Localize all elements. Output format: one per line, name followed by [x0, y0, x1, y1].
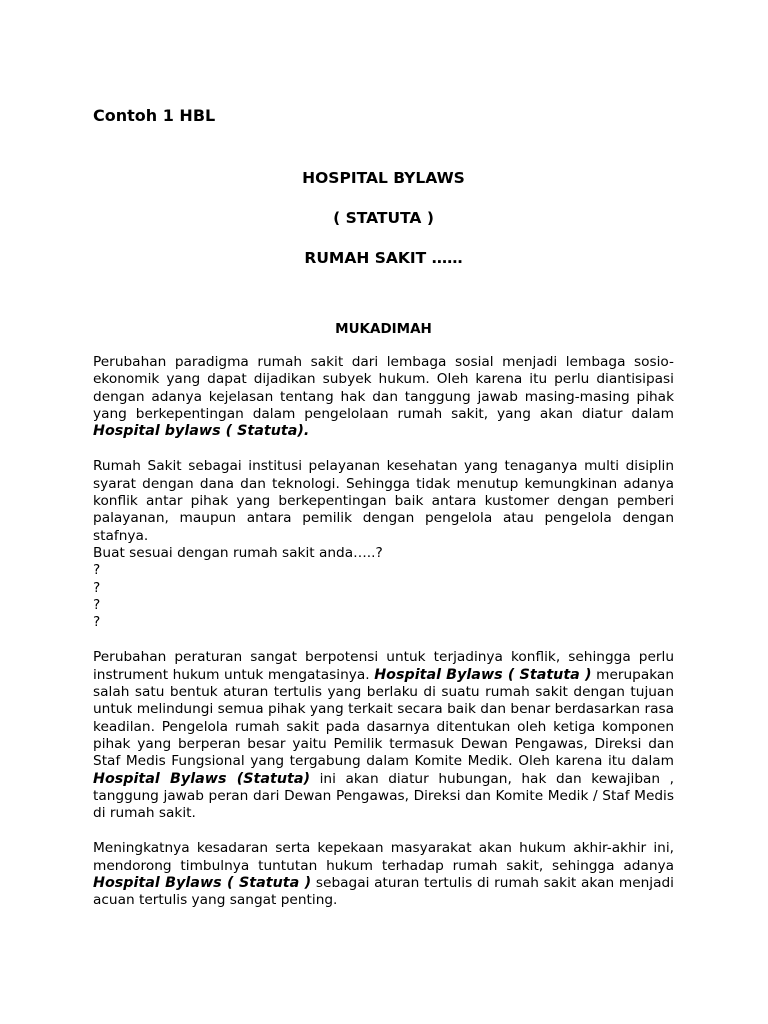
paragraph-4-text-b: merupakan salah satu bentuk aturan tertulis yang berlaku di suatu rumah sakit dengan tujuan untuk melindungi semua pihak yang terkait secara baik dan benar berdasarkan rasa keadilan. Pengelola rumah sakit pada dasarnya ditentukan oleh ketiga komponen pihak yang berperan besar yaitu Pemilik termasuk Dewan Pengawas, Direksi dan Staf Medis Fungsional yang tergabung dalam Komite Medik. Oleh karena itu dalam [93, 666, 674, 770]
paragraph-1 [93, 354, 674, 440]
section-title: MUKADIMAH [335, 321, 432, 337]
example-label: Contoh 1 HBL [93, 106, 216, 125]
paragraph-4 [93, 649, 674, 822]
paragraph-2: Rumah Sakit sebagai institusi pelayanan kesehatan yang tenaganya multi disiplin syarat dengan dana dan teknologi. Sehingga tidak menutup kemungkinan adanya konflik antar pihak yang berkepentingan baik antara kustomer dengan pemberi palayanan, maupun antara pemilik dengan pengelola atau pengelola dengan stafnya. [93, 458, 674, 544]
paragraph-1-text: Perubahan paradigma rumah sakit dari lembaga sosial menjadi lembaga sosio-ekonomik yang dapat dijadikan subyek hukum. Oleh karena itu perlu diantisipasi dengan adanya kejelasan tentang hak dan tanggung jawab masing-masing pihak yang berkepentingan dalam pengelolaan rumah sakit, yang akan diatur dalam [93, 354, 674, 422]
paragraph-4-text-a: Perubahan peraturan sangat berpotensi untuk terjadinya konflik, sehingga perlu instrument hukum untuk mengatasinya. [93, 649, 674, 683]
paragraph-4-emphasis-1: Hospital Bylaws ( Statuta ) [374, 666, 592, 683]
paragraph-5-text-b: sebagai aturan tertulis di rumah sakit akan menjadi acuan tertulis yang sangat penting. [93, 875, 674, 909]
question-list [93, 545, 674, 631]
question-mark: ? [93, 614, 101, 631]
paragraph-4-emphasis-2: Hospital Bylaws (Statuta) [93, 770, 311, 787]
document-subtitle: ( STATUTA ) [333, 209, 434, 227]
hospital-name-title: RUMAH SAKIT …… [304, 249, 463, 267]
question-mark: ? [93, 579, 101, 596]
paragraph-5-text-a: Meningkatnya kesadaran serta kepekaan masyarakat akan hukum akhir-akhir ini, mendorong timbulnya tuntutan hukum terhadap rumah sakit, sehingga adanya [93, 840, 674, 874]
paragraph-1-emphasis: Hospital bylaws ( Statuta). [93, 423, 310, 440]
document-page [93, 106, 674, 910]
document-title: HOSPITAL BYLAWS [302, 169, 465, 187]
question-mark: ? [93, 562, 101, 579]
paragraph-4-text-c: ini akan diatur hubungan, hak dan kewajiban , tanggung jawab peran dari Dewan Pengawas, Direksi dan Komite Medik / Staf Medis di rumah sakit. [93, 770, 674, 822]
question-prompt: Buat sesuai dengan rumah sakit anda…..? [93, 544, 383, 561]
paragraph-5 [93, 840, 674, 909]
question-mark: ? [93, 596, 101, 613]
paragraph-5-emphasis: Hospital Bylaws ( Statuta ) [93, 875, 312, 892]
